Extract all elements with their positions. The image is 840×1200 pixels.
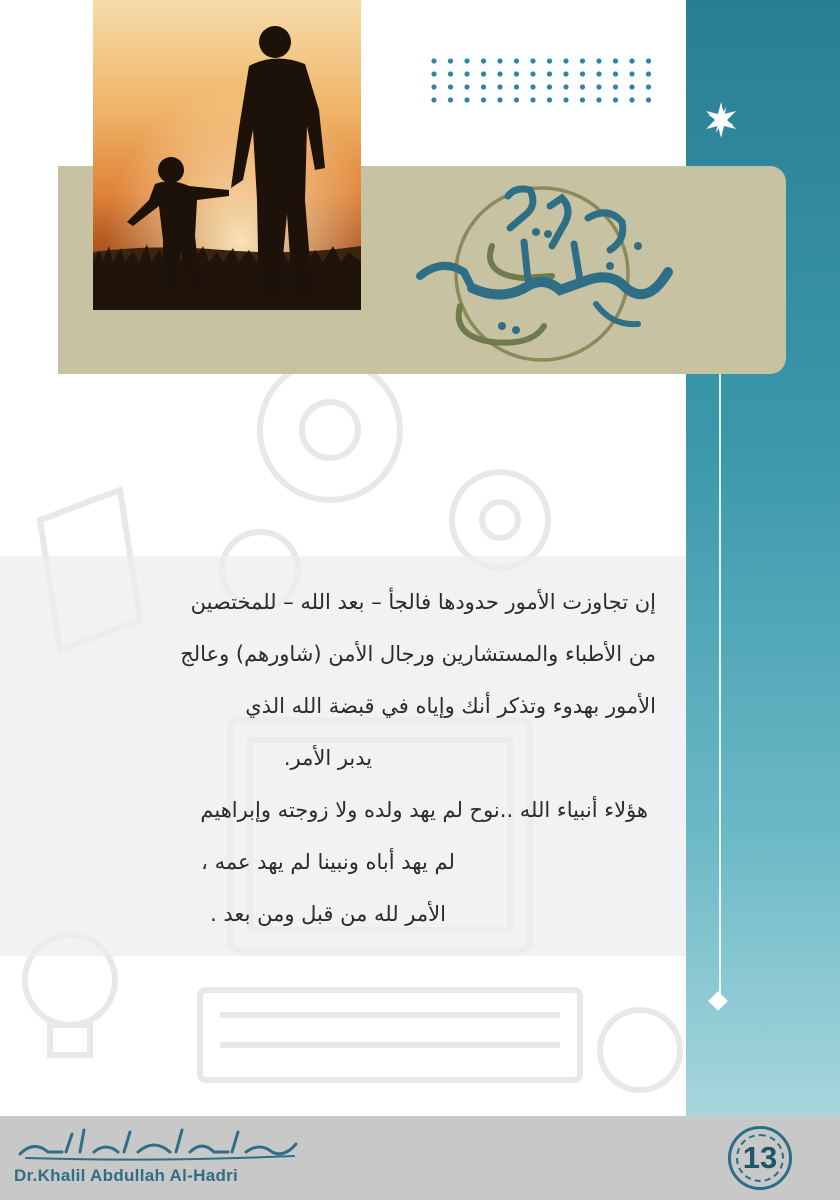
dot (431, 97, 436, 102)
dot (563, 71, 568, 76)
dot (547, 58, 552, 63)
dot (464, 58, 469, 63)
dot (481, 84, 486, 89)
dot (613, 71, 618, 76)
page-number-badge (728, 1126, 792, 1190)
dot (646, 71, 651, 76)
silhouette-illustration (93, 0, 361, 310)
dot (580, 84, 585, 89)
dot (547, 71, 552, 76)
dot (497, 97, 502, 102)
dot (629, 71, 634, 76)
dot (431, 58, 436, 63)
body-line: من الأطباء والمستشارين ورجال الأمن (شاورهم) وعالج (180, 642, 656, 666)
dot (613, 97, 618, 102)
dot (530, 84, 535, 89)
dot (596, 58, 601, 63)
dot (580, 97, 585, 102)
calligraphy-logo (412, 176, 680, 366)
dot (547, 97, 552, 102)
dot (563, 58, 568, 63)
dot (596, 71, 601, 76)
dot (514, 84, 519, 89)
dot (448, 58, 453, 63)
body-line: الأمر لله من قبل ومن بعد . (210, 902, 446, 926)
page-number: 13 (742, 1140, 778, 1175)
author-name: Dr.Khalil Abdullah Al-Hadri (14, 1166, 239, 1185)
dot (596, 97, 601, 102)
arabic-signature-logo (14, 1124, 304, 1164)
body-line: لم يهد أباه ونبينا لم يهد عمه ، (201, 850, 455, 874)
dot (464, 84, 469, 89)
dot (514, 58, 519, 63)
dot (646, 84, 651, 89)
dot (646, 97, 651, 102)
body-text (0, 576, 656, 940)
dot (629, 58, 634, 63)
dot (481, 58, 486, 63)
dot (629, 97, 634, 102)
dot (448, 84, 453, 89)
dot (596, 84, 601, 89)
dot (580, 71, 585, 76)
dot (646, 58, 651, 63)
dot (448, 71, 453, 76)
dot (613, 58, 618, 63)
dot (497, 58, 502, 63)
dot (464, 71, 469, 76)
dot (530, 97, 535, 102)
dot (431, 84, 436, 89)
dot (530, 71, 535, 76)
dot (629, 84, 634, 89)
dot (481, 71, 486, 76)
dot (563, 84, 568, 89)
dot (464, 97, 469, 102)
dot (547, 84, 552, 89)
dot (497, 71, 502, 76)
dot (448, 97, 453, 102)
dot (530, 58, 535, 63)
body-line: هؤلاء أنبياء الله ..نوح لم يهد ولده ولا زوجته وإبراهيم (200, 798, 648, 822)
dot (497, 84, 502, 89)
dot (431, 71, 436, 76)
body-line: الأمور بهدوء وتذكر أنك وإياه في قبضة الله الذي (245, 694, 656, 718)
body-line: إن تجاوزت الأمور حدودها فالجأ – بعد الله – للمختصين (190, 590, 656, 614)
dot (563, 97, 568, 102)
dot (481, 97, 486, 102)
dot (514, 97, 519, 102)
dot (580, 58, 585, 63)
dot (514, 71, 519, 76)
dot-grid-ornament (428, 56, 658, 106)
header-photo (93, 0, 361, 310)
body-line: يدبر الأمر. (283, 746, 373, 770)
dot (613, 84, 618, 89)
star-ornament-icon (703, 102, 739, 138)
